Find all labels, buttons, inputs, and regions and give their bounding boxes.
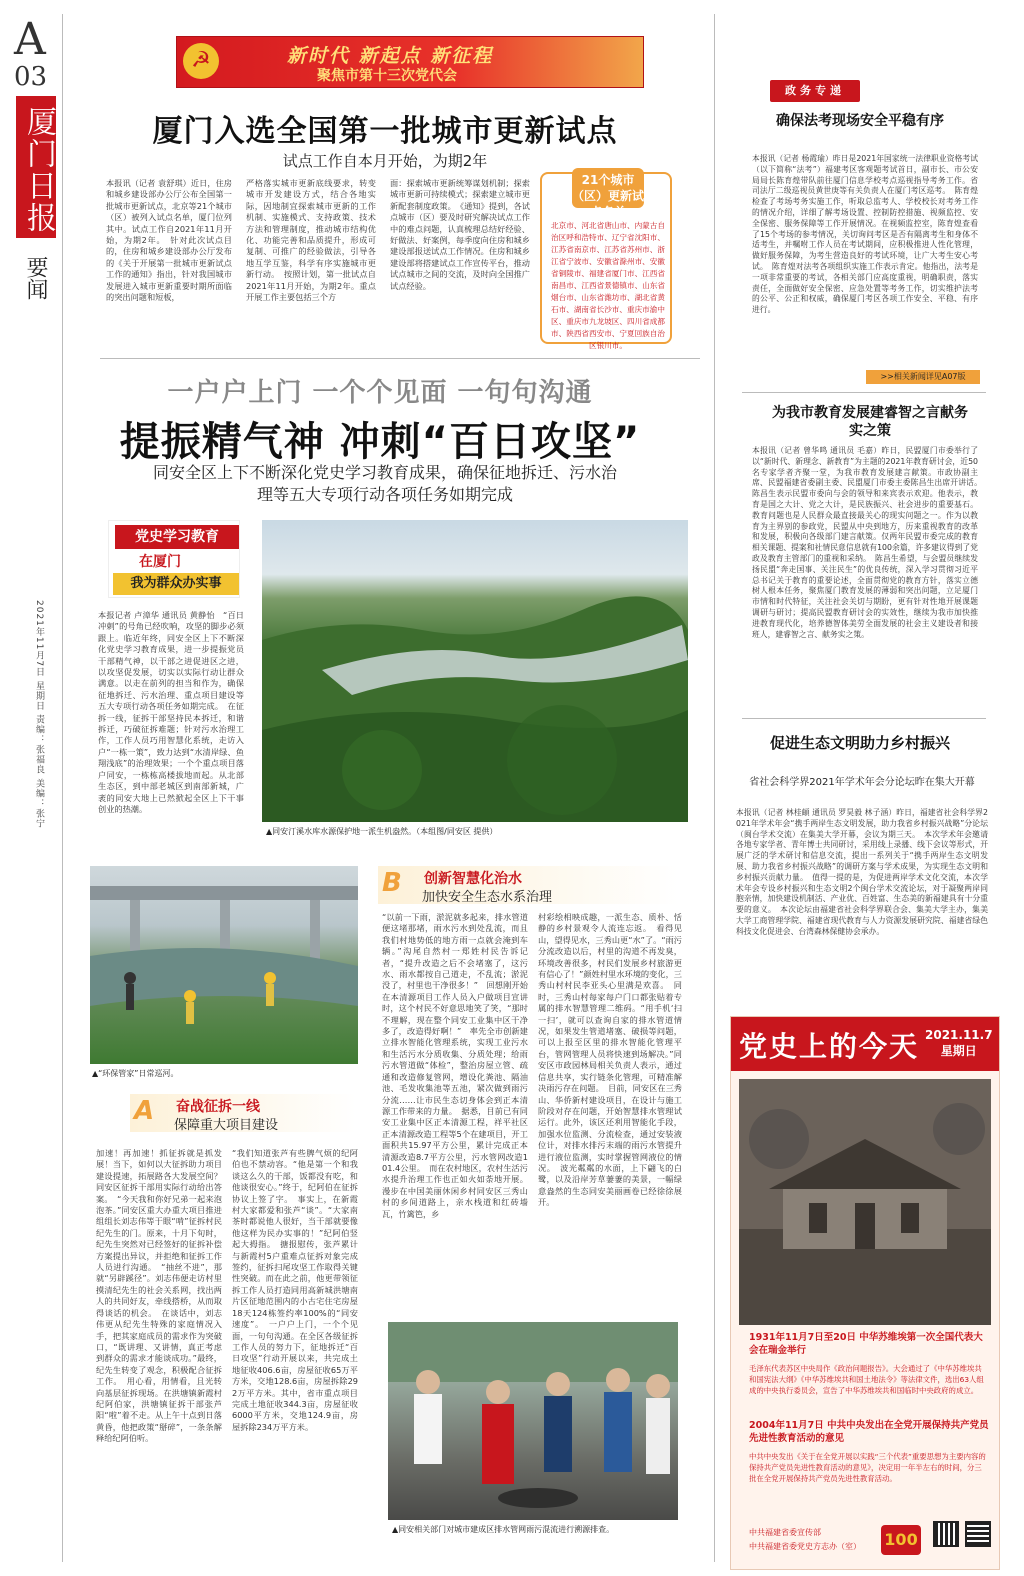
page-number: 03	[14, 62, 48, 92]
cities-list-title: 21个城市（区）更新试点名单	[572, 168, 644, 208]
section-a-col2: “我们知道张芦有些脾气烦的纪阿伯也不禁动容。“他是第一个和我谈这么久的干部，饭都没有吃，和他谈很安心。”终于，纪阿伯在征拆协议上签了字。 事实上，在新霞村大家都爱和张芦“谈”。“大家南茶时都说他人很好，当干部就要像他这样为民办实事的！”纪阿伯竖起大拇指。 搪报慰传，张芦累计与新霞村5户重难点征拆对象完成签约，征拆扫尾攻坚工作取得关键性突破。而在此之前，他更带领征拆工作人员打造同用高新城洪塘南片区征地范围内的小古宅住宅房屋18天124栋签约率100%的“同安速度”。 一户户上门，一个个见面，一句句沟通。在全区各级征拆工作人员的努力下，征地拆迁“百日攻坚”行动开展以来，共完成土地征收406.6亩，房屋征收65万平方米，交地128.6亩，房屋拆除292万平方米。其中，省市重点项目完成土地征收344.3亩，房屋征收6000平方米，交地124.9亩，房屋拆除234万平方米。	[232, 1148, 358, 1432]
today-weekday: 星期日	[940, 1044, 977, 1058]
section-b-subtitle: 加快安全生态水系治理	[422, 890, 553, 905]
anniversary-logo-icon: 100	[881, 1525, 921, 1555]
subhead-urban-renewal: 试点工作自本月开始，为期2年	[282, 152, 488, 170]
newspaper-logo: 厦门日报	[16, 96, 56, 238]
history-item1-title: 1931年11月7日至20日 中华苏维埃第一次全国代表大会在瑞金举行	[749, 1332, 983, 1356]
divider	[714, 14, 715, 1562]
badge-line3: 我为群众办实事	[113, 573, 239, 595]
gov-news-tag: 政务专递	[770, 80, 860, 102]
pipe-inspection-caption: ▲同安相关部门对城市建成区排水管网雨污混流进行溯源排查。	[392, 1525, 615, 1534]
party-history-badge	[108, 520, 240, 598]
today-header	[731, 1017, 999, 1071]
section-a-title: 奋战征拆一线	[176, 1099, 260, 1115]
page-letter: A	[14, 14, 46, 65]
headline-subhead: 同安全区上下不断深化党史学习教育成果，确保征地拆迁、污水治理等五大专项行动各项任务如期完成	[152, 463, 617, 504]
section-b-heading	[378, 866, 678, 904]
divider	[742, 718, 986, 719]
headline-urban-renewal: 厦门入选全国第一批城市更新试点	[152, 114, 618, 149]
badge-line1: 党史学习教育	[115, 525, 239, 549]
badge-line2: 在厦门	[139, 554, 181, 570]
section-b-col2: 村彩绘相映成趣，一派生态、质朴、恬静的乡村景观令人流连忘返。 看得见山，望得见水，三秀山更“水”了。“雨污分流改造以后，村里的沟道不再发臭，环境改善很多，村民们发展乡村旅游更有信心了！”颜姓村里水环境的变化，三秀山村村民李亚头心里满是欢喜。 同时，三秀山村每家每户门口都张贴着专属的排水智慧管理二维码。“用手机‘扫一扫’，就可以查询自家的排水管道情况，如果发生管道堵塞、破损等问题，可以上报至区里的排水智能化管理平台，管网管理人员将快速到场解决。”同安区市政园林局相关负责人表示，通过信息共享，实行链条化管理，可精准解决雨污存在问题。 目前，同安区在三秀山、华侨新村建设项目，在设计与施工阶段对存在问题，开始智慧排水管理试运行。此外，该区还利用智能化手段，加强水位监测、分流检查，通过安装液位计，对排水排污末端的雨污水管提升进行液位监测，实时掌握管网液位的情况。 波光粼粼的水面，上下翩飞的白鹭，以及沿岸芳草萋萋的美景，一幅绿意盎然的生态同安美丽画卷已经徐徐展开。	[538, 912, 682, 1208]
section-a-col1: 加速！再加速！抓征拆就是抓发展！当下，如何以大征拆助力项目建设提速，拓展路各大发展空间？同安区征拆干部用实际行动给出答案。 “今天我和你好兄弟一起来泡泡茶。”同安区重大办重大项目推进组组长刘志伟等于眼“啃”征拆村民纪先生的门。原来，十月下旬时，纪先生突然对已经签好的征拆补偿方案提出异议，并拒绝和征拆工作人员进行沟通。 “抽丝不进”，那就“另辟蹊径”。刘志伟便走访村里摸清纪先生的社会关系网，找出两人的共同好友，牵线搭桥，从而取得谈话的机会。 在谈话中，刘志伟更从纪先生特殊的家庭情况入手，把其家庭成员的需求作为突破口，“既讲理、又讲情，真正考虑到群众的需求才能谈成功。”最终，纪先生转变了观念，积极配合征拆工作。 用心看，用情看，且光转向基层征拆现场。在洪塘镇新霞村纪阿伯家，洪塘镇征拆干部张芦阳“啦”着不走。从上午十点到日落黄昏，他把政策“掰碎”，一条条解释给纪阿伯听。	[96, 1148, 222, 1444]
river-patrol-caption: ▲“环保管家”日常巡河。	[92, 1069, 179, 1078]
section-name: 要闻	[23, 256, 48, 300]
party-history-today-box	[730, 1016, 1000, 1570]
article-ecology-text: 本报讯（记者 林桂頔 通讯员 罗昊毅 林子涵）昨日，福建省社会科学界2021年学术年会“携手两岸生态文明发展，助力我省乡村振兴战略”分论坛（闽台学术交流）在集美大学开幕，会议为期三天。 本次学术年会邀请各地专家学者、青年博士共同研讨，采用线上录播、线下会议等形式，开展广泛的学术研讨和信息交流，提出一系列关于“携手两岸生态文明发展、助力我省乡村振兴战略”的调研方案与学术成果，为实现生态文明和乡村振兴贡献力量。 值得一提的是，为促进两岸学术文化交流，本次学术年会专设乡村振兴和生态文明2个闽台学术交流论坛，对于凝聚两岸同胞亲情，加快建设机制活、产业优、百姓富、生态美的新福建具有十分重要的意义。 本次论坛由福建省社会科学界联合会、集美大学主办，集美大学工商管理学院、福建省现代教育与人力资源发展研究院、福建省绿色科技文化促进会、台湾森林保健协会承办。	[736, 808, 988, 936]
divider	[742, 392, 986, 393]
historic-building-photo	[739, 1079, 991, 1325]
reservoir-photo	[262, 520, 688, 822]
related-news-link[interactable]: >>相关新闻详见A07版	[866, 370, 980, 384]
footer-org2: 中共福建省委党史方志办（室）	[749, 1542, 861, 1551]
today-date-value: 2021.11.7	[925, 1028, 993, 1042]
party-emblem-icon: ☭	[183, 43, 219, 79]
section-a-subtitle: 保障重大项目建设	[174, 1118, 279, 1133]
article-a-col3: 面：探索城市更新统筹谋划机制；探索城市更新可持续模式；探索建立城市更新配套制度政策。 《通知》提到，各试点城市（区）要及时研究解决试点工作中的难点问题，认真梳理总结好经验、好做法、好案例，每季度向住房和城乡建设部报送试点工作情况。住房和城乡建设部将搭建试点工作宣传平台，推动试点城市之间的交流，及时向全国推广试点经验。	[390, 178, 530, 291]
reservoir-photo-caption: ▲同安汀溪水库水源保护地一派生机盎然。（本组图/同安区 提供）	[266, 827, 498, 836]
qr-code-icon	[933, 1521, 959, 1547]
cities-list-box	[540, 172, 672, 350]
article-a-col2: 严格落实城市更新底线要求，转变城市开发建设方式，结合各地实际，因地制宜探索城市更新的工作机制、实施模式、支持政策、技术方法和管理制度，推动城市结构优化、功能完善和品质提升，形成可复制、可推广的经验做法，引导各地互学互鉴，科学有序实施城市更新行动。 按照计划，第一批试点自2021年11月开始，为期2年。重点开展工作主要包括三个方	[246, 178, 376, 303]
special-banner	[176, 36, 644, 88]
qr-code-icon	[965, 1521, 991, 1547]
article-education-title: 为我市教育发展建睿智之言献务实之策	[772, 405, 968, 439]
history-item2-text: 中共中央发出《关于在全党开展以实践“三个代表”重要思想为主要内容的保持共产党员先进性教育活动的意见》，决定用一年半左右的时间，分三批在全党开展保持共产党员先进性教育活动。	[749, 1452, 986, 1483]
divider	[62, 14, 63, 1562]
headline-kicker: 一户户上门 一个个见面 一句句沟通	[167, 378, 593, 408]
river-patrol-photo	[90, 866, 358, 1064]
section-a-heading	[130, 1094, 356, 1132]
section-a-letter: A	[134, 1096, 155, 1126]
article-ecology-subtitle: 省社会科学界2021年学术年会分论坛昨在集大开幕	[749, 777, 975, 788]
footer-org1: 中共福建省委宣传部	[749, 1528, 821, 1537]
article-exam-title: 确保法考现场安全平稳有序	[776, 113, 944, 129]
history-item1-text: 毛泽东代表苏区中央局作《政治问题报告》。大会通过了《中华苏维埃共和国宪法大纲》《中华苏维埃共和国土地法令》等法律文件，选出63人组成的中央执行委员会，宣告了中华苏维埃共和国临时中央政府的成立。	[749, 1364, 984, 1395]
pipe-inspection-photo	[388, 1322, 678, 1520]
divider	[100, 358, 700, 359]
section-b-letter: B	[382, 868, 402, 898]
history-item2-title: 2004年11月7日 中共中央发出在全党开展保持共产党员先进性教育活动的意见	[749, 1420, 989, 1444]
article-b-intro: 本报记者 卢漳华 通讯员 黄静怡 “百日冲刺”的号角已经吹响，攻坚的脚步必须跟上。临近年终，同安全区上下不断深化党史学习教育成果，进一步提振党员干部精气神，以干部之进促进区之进，以攻坚促发展，切实以实际行动让群众满意。以走在前列的担当和作为，确保征地拆迁、污水治理、重点项目建设等五大专项行动各项任务如期完成。 在征拆一线，征拆干部坚持民本拆迁，和谐拆迁，巧破征拆难题；针对污水治理工作，工作人员巧用智慧化系统，走访入户“一栋一策”，致力达到“水清岸绿、鱼翔浅底”的治理效果；一个个重点项目落户同安，一栋栋高楼拔地而起。从北部生态区，到中部老城区到南部新城，广袤的同安大地上已然掀起全区上下干事创业的热潮。	[98, 610, 244, 814]
section-b-col1: “以前一下雨，淤泥就多起来，排水管道便这堵那堵，雨水污水到处乱流，而且我们村地势低的地方雨一点就会淹到车辆。”沟尾自然村一郑姓村民告诉记者，“提升改造之后不会堵塞了，这污水、雨水都按自己道走，不乱流；淤泥没了，村里也干净很多！” 回想刚开始在本清源项目工作人员入户做项目宣讲时，这个村民不好意思地笑了笑，“那时不理解，现在整个同安工业集中区干净多了，改造得好啊！” 率先全市创新建立排水智能化管理系统，实现工业污水和生活污水分质收集、分质处理；给雨污水管道做“体检”，整治房屋立管、疏通和改造修复管网，增设化粪池、隔油池、毛发收集池等五池，紧次做到雨污分流……让市民生态切身体会到正本清源工作带来的力量。 据悉，目前已有同安工业集中区正本清源工程，祥平社区正本清源改造工程等5个在建项目，开工面积共15.97平方公里，累计完成正本清源改造8.7平方公里，污水管网改造101.4公里。 而在农村地区，农村生活污水提升治理工作也正如火如荼地开展。漫步在中国美丽休闲乡村同安区三秀山村的乡间道路上，亲水栈道和红砖墙瓦，竹篱笆，乡	[382, 912, 528, 1219]
section-b-title: 创新智慧化治水	[424, 871, 522, 887]
today-title: 党史上的今天	[739, 1030, 920, 1063]
banner-subtitle: 聚焦市第十三次党代会	[317, 68, 457, 84]
article-a-col1: 本报讯（记者 袁舒琪）近日，住房和城乡建设部办公厅公布全国第一批城市更新试点，北京等21个城市（区）被列入试点名单，厦门位列其中。试点工作自2021年11月开始，为期2年。 针对此次试点目的，住房和城乡建设部办公厅发布的《关于开展第一批城市更新试点工作的通知》指出，针对我国城市发展进入城市更新重要时期所面临的突出问题和短板，	[106, 178, 232, 303]
headline-main: 提振精气神 冲刺“百日攻坚”	[119, 419, 641, 465]
banner-title: 新时代 新起点 新征程	[287, 45, 494, 67]
today-date	[925, 1027, 993, 1059]
dateline: 2021年11月7日 星期日 责编：张福良 美编：张宁	[34, 600, 44, 829]
article-exam-text: 本报讯（记者 杨霞瑜）昨日是2021年国家统一法律职业资格考试（以下简称“法考”）福建考区客观题考试首日，副市长、市公安局局长陈育煌带队前往厦门信息学校考点巡视指导考务工作。省司法厅二级巡视员黄世庚等有关负责人在厦门考区巡考。 陈育煌检查了考场考务实施工作，听取总监考人、学校校长对考务工作的情况介绍，详细了解考场设置、控制防控措施、视频监控、安全保密、服务保障等工作开展情况。在视频监控室，陈育煌查看了15个考场的参考情况，关切询问考区是否有隔离考生和身体不适考生，并嘱咐工作人员在考试期间，应积极推进人性化管理，做好服务保障，为考生营造良好的考试环境，让广大考生安心考试。 陈育煌对法考各项组织实施工作表示肯定。他指出，法考是一项非常重要的考试，各相关部门应高度重视，明确职责，落实责任，全面做好安全保密、应急处置等考务工作，切实维护法考的公平、公正和权威，确保厦门考区各项工作安全、平稳、有序进行。	[752, 154, 978, 315]
article-ecology-title: 促进生态文明助力乡村振兴	[770, 734, 951, 752]
cities-list: 北京市、河北省唐山市、内蒙古自治区呼和浩特市、辽宁省沈阳市、江苏省南京市、江苏省苏州市、浙江省宁波市、安徽省滁州市、安徽省铜陵市、福建省厦门市、江西省南昌市、江西省景德镇市、山东省烟台市、山东省潍坊市、湖北省黄石市、湖南省长沙市、重庆市渝中区、重庆市九龙坡区、四川省成都市、陕西省西安市、宁夏回族自治区银川市。	[551, 221, 665, 350]
article-education-text: 本报讯（记者 曾华鸣 通讯员 毛嘉）昨日，民盟厦门市委举行了以“新时代、新理念、新教育”为主题的2021年教育研讨会，近50名专家学者齐聚一堂，为我市教育发展建言献策。市政协副主席、民盟福建省委副主委、民盟厦门市委主委陈昌生出席开讲话。 陈昌生表示民盟市委向与会的领导和来宾表示欢迎。他表示，教育是国之大计、党之大计，是民族振兴、社会进步的重要基石。教育问题也是人民群众最直接最关心的现实问题之一。作为以教育为主界别的参政党，民盟从中央到地方，历来重视教育的改革和发展，积极向各级部门建言献策。仅两年民盟市委完成的教育相关课题、提案和社情民意信息就有100余篇，许多建议得到了党政及教育主管部门的重视和采纳。 陈昌生希望，与会盟员继续发扬民盟“奔走国事、关注民生”的优良传统，深入学习贯彻习近平总书记关于教育的重要论述，全面贯彻党的教育方针，落实立德树人根本任务，聚焦厦门教育发展的薄弱和突出问题，立足厦门市情和时代特征，关注社会关切与期盼，更有针对性地开展课题调研与研讨；提高民盟教育研讨会的实效性，继续为我市加快推进教育现代化，培养德智体美劳全面发展的社会主义建设者和接班人，建睿智之言、献务实之策。	[752, 446, 986, 639]
